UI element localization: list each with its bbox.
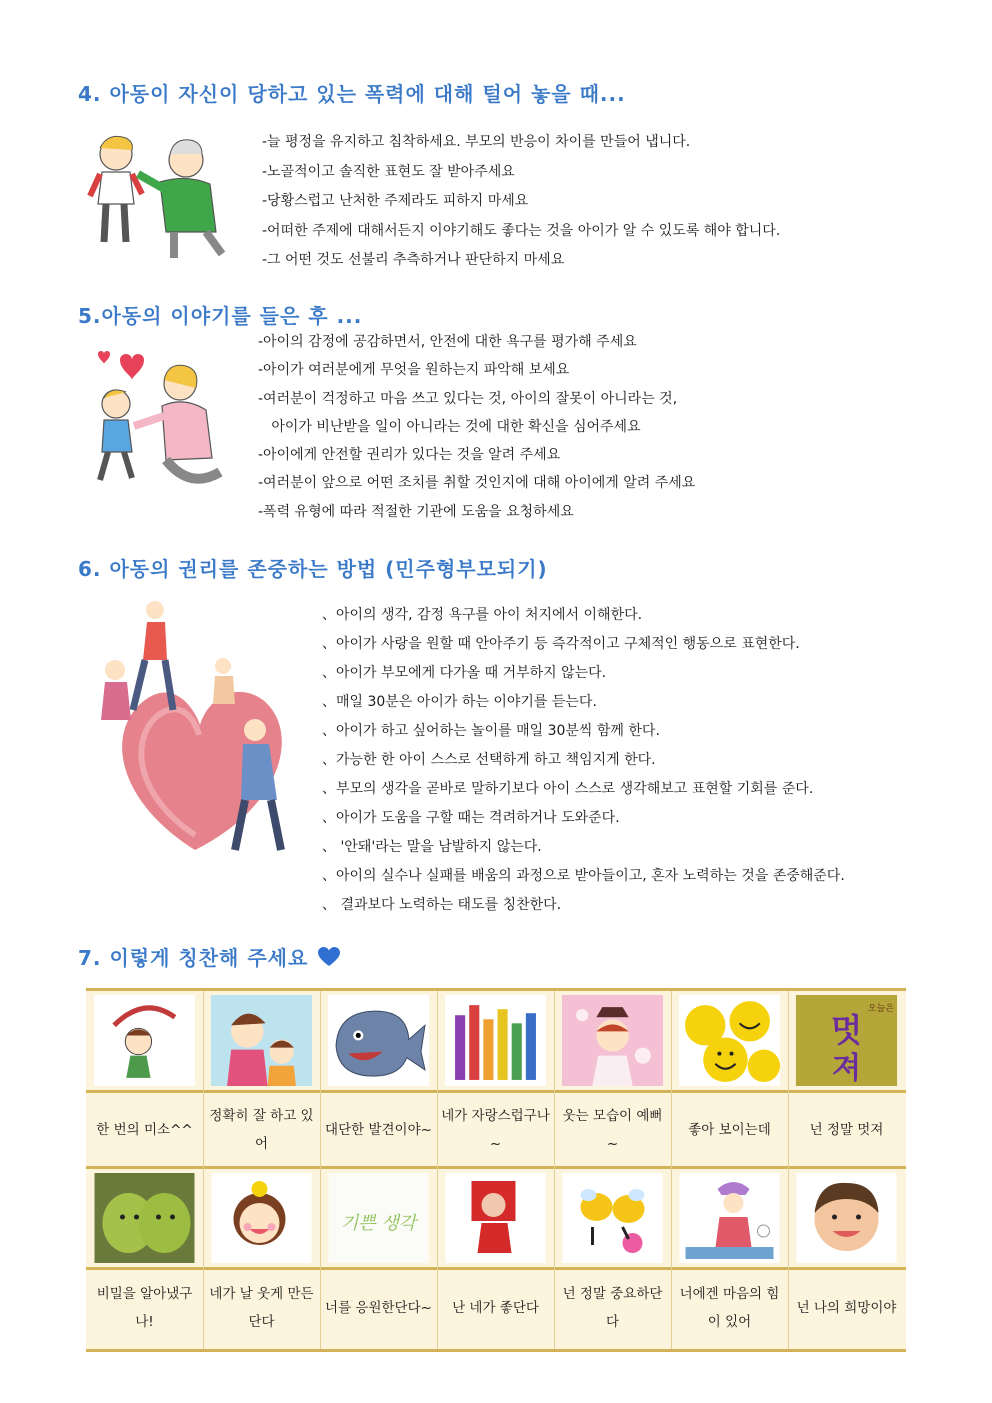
calligraphy-icon bbox=[320, 1169, 437, 1267]
praise-text: 넌 정말 멋져 bbox=[809, 1121, 884, 1138]
svg-text:오늘은: 오늘은 bbox=[867, 1004, 895, 1015]
section-4-line: -당황스럽고 난처한 주제라도 피하지 마세요 bbox=[262, 193, 529, 209]
section-6-line: 、아이가 하고 싶어하는 놀이를 매일 30분씩 함께 한다. bbox=[322, 723, 660, 739]
green-apples-icon bbox=[86, 1169, 203, 1267]
reading-girl-icon bbox=[671, 1169, 788, 1267]
praise-text: 넌 정말 중요하단다 bbox=[562, 1286, 663, 1330]
section-6-line: 、아이가 도움을 구할 때는 격려하거나 도와준다. bbox=[322, 810, 620, 826]
svg-text:멋: 멋 bbox=[830, 1011, 863, 1050]
bees-icon bbox=[554, 1169, 671, 1267]
section-5-line: -아이에게 안전할 권리가 있다는 것을 알려 주세요 bbox=[258, 447, 561, 464]
praise-text: 네가 날 웃게 만든단다 bbox=[209, 1286, 314, 1330]
section-4-heading: 4. 아동이 자신이 당하고 있는 폭력에 대해 털어 놓을 때... bbox=[78, 82, 626, 106]
mother-child-walking-illustration bbox=[80, 340, 240, 500]
section-5-line: -폭력 유형에 따라 적절한 기관에 도움을 요청하세요 bbox=[258, 503, 574, 520]
section-6-heading: 6. 아동의 권리를 존중하는 방법 (민주형부모되기) bbox=[78, 557, 548, 581]
praise-text: 비밀을 알아냈구나! bbox=[96, 1286, 193, 1330]
smiling-boy-icon bbox=[788, 1169, 905, 1267]
section-7-heading bbox=[78, 942, 340, 972]
heart-icon bbox=[318, 947, 340, 972]
family-painting-heart-illustration bbox=[95, 600, 305, 860]
section-5-heading: 5.아동의 이야기를 들은 후 ... bbox=[78, 304, 363, 328]
section-6-line: 、아이가 부모에게 다가올 때 거부하지 않는다. bbox=[322, 665, 607, 681]
section-6-line: 、매일 30분은 아이가 하는 이야기를 듣는다. bbox=[322, 694, 597, 710]
praise-text: 난 네가 좋단다 bbox=[452, 1300, 539, 1316]
section-5-line: -여러분이 걱정하고 마음 쓰고 있다는 것, 아이의 잘못이 아니라는 것, bbox=[258, 390, 678, 407]
girl-umbrella-icon bbox=[86, 991, 203, 1090]
section-4-line: -그 어떤 것도 선불리 추측하거나 판단하지 마세요 bbox=[262, 252, 565, 268]
section-4-line: -늘 평정을 유지하고 침착하세요. 부모의 반응이 차이를 만들어 냅니다. bbox=[262, 134, 691, 150]
praise-table bbox=[86, 988, 906, 1352]
section-4-line: -어떠한 주제에 대해서든지 이야기해도 좋다는 것을 아이가 알 수 있도록 해야 합니다. bbox=[262, 222, 781, 239]
svg-text:져: 져 bbox=[831, 1050, 862, 1086]
mother-child-icon bbox=[203, 991, 320, 1090]
svg-text:기쁜 생각: 기쁜 생각 bbox=[340, 1213, 417, 1234]
section-6-line: 、아이가 사랑을 원할 때 안아주기 등 즉각적이고 구체적인 행동으로 표현한다. bbox=[322, 636, 800, 652]
section-5-line: 아이가 비난받을 일이 아니라는 것에 대한 확신을 심어주세요 bbox=[258, 418, 641, 435]
praise-text: 너를 응원한단다~ bbox=[325, 1300, 432, 1316]
section-5-list bbox=[258, 328, 695, 526]
section-6-list bbox=[322, 601, 845, 920]
praise-text: 네가 자랑스럽구나~ bbox=[441, 1107, 550, 1152]
praise-text: 너에겐 마음의 힘이 있어 bbox=[679, 1286, 780, 1330]
section-6-line: 、가능한 한 아이 스스로 선택하게 하고 책임지게 한다. bbox=[322, 752, 656, 768]
section-5-line: -아이의 감정에 공감하면서, 안전에 대한 욕구를 평가해 주세요 bbox=[258, 334, 637, 350]
section-7-heading-text: 7. 이렇게 칭찬해 주세요 bbox=[78, 946, 309, 970]
praise-text: 대단한 발견이야~ bbox=[325, 1121, 432, 1138]
colorful-hands-icon bbox=[437, 991, 554, 1090]
praise-text: 넌 나의 희망이야 bbox=[796, 1300, 897, 1316]
calligraphy-icon bbox=[788, 991, 905, 1090]
whale-icon bbox=[320, 991, 437, 1090]
section-6-line: 、아이의 실수나 실패를 배움의 과정으로 받아들이고, 혼자 노력하는 것을 존중해준다. bbox=[322, 868, 845, 884]
section-6-line: 、 결과보다 노력하는 태도를 칭찬한다. bbox=[322, 897, 562, 913]
praise-text: 좋아 보이는데 bbox=[688, 1121, 771, 1138]
section-4-list bbox=[262, 128, 780, 276]
praise-text: 정확히 잘 하고 있어 bbox=[209, 1107, 314, 1152]
smiley-balls-icon bbox=[671, 991, 788, 1090]
laughing-girl-icon bbox=[203, 1169, 320, 1267]
praise-text: 한 번의 미소^^ bbox=[96, 1121, 193, 1138]
section-5-line: -아이가 여러분에게 무엇을 원하는지 파악해 보세요 bbox=[258, 362, 570, 379]
praise-text: 웃는 모습이 예뻐~ bbox=[562, 1107, 663, 1152]
anne-girl-icon bbox=[554, 991, 671, 1090]
red-box-character-icon bbox=[437, 1169, 554, 1267]
section-6-line: 、아이의 생각, 감정 욕구를 아이 처지에서 이해한다. bbox=[322, 607, 643, 623]
section-5-line: -여러분이 앞으로 어떤 조치를 취할 것인지에 대해 아이에게 알려 주세요 bbox=[258, 475, 696, 492]
section-6-line: 、 '안돼'라는 말을 남발하지 않는다. bbox=[322, 839, 542, 855]
section-6-line: 、부모의 생각을 곧바로 말하기보다 아이 스스로 생각해보고 표현할 기회를 준다. bbox=[322, 781, 814, 797]
adult-listening-child-illustration bbox=[82, 124, 242, 264]
section-4-line: -노골적이고 솔직한 표현도 잘 받아주세요 bbox=[262, 163, 515, 180]
